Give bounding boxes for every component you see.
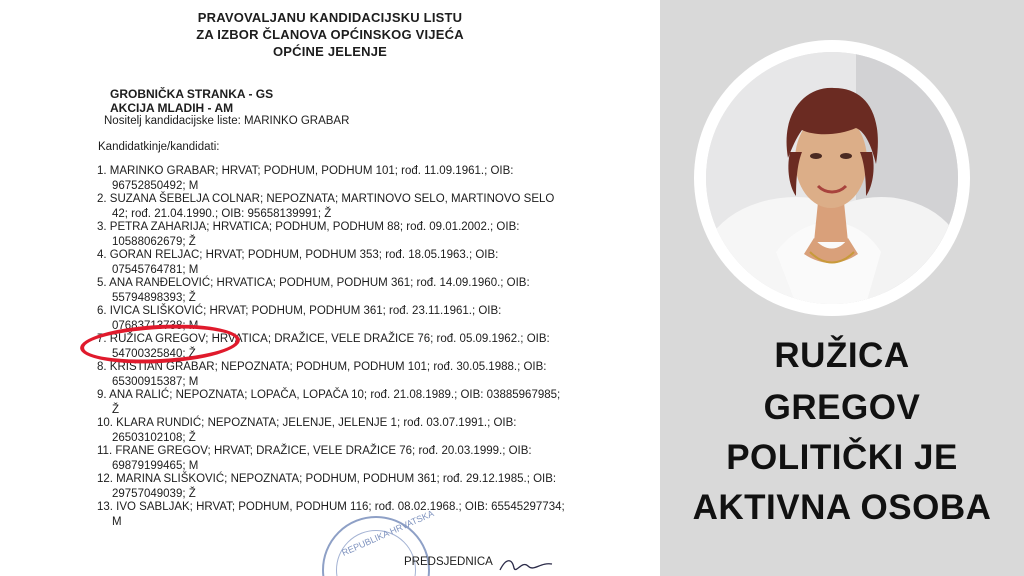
candidate-12-line-1: 12. MARINA SLIŠKOVIĆ; NEPOZNATA; PODHUM, PODHUM 361; rođ. 29.12.1985.; OIB: bbox=[97, 473, 557, 485]
doc-title-line-2: ZA IZBOR ČLANOVA OPĆINSKOG VIJEĆA bbox=[196, 27, 464, 42]
headline-line-3: POLITIČKI JE bbox=[726, 438, 958, 477]
candidate-13-line-1: 13. IVO SABLJAK; HRVAT; PODHUM, PODHUM 116; rođ. 08.02.1968.; OIB: 65545297734; bbox=[97, 501, 565, 513]
candidate-3-line-1: 3. PETRA ZAHARIJA; HRVATICA; PODHUM, PODHUM 88; rođ. 09.01.2002.; OIB: bbox=[97, 221, 520, 233]
candidate-6-line-2: 07683713738; M bbox=[112, 320, 199, 332]
candidate-8-line-2: 65300915387; M bbox=[112, 376, 199, 388]
candidate-7-line-2: 54700325840; Ž bbox=[112, 348, 196, 360]
candidate-4-line-1: 4. GORAN RELJAC; HRVAT; PODHUM, PODHUM 353; rođ. 18.05.1963.; OIB: bbox=[97, 249, 499, 261]
candidate-9-line-1: 9. ANA RALIĆ; NEPOZNATA; LOPAČA, LOPAČA 10; rođ. 21.08.1989.; OIB: 03885967985; bbox=[97, 389, 561, 401]
headline-line-4: AKTIVNA OSOBA bbox=[692, 488, 992, 527]
candidate-7-line-1: 7. RUŽICA GREGOV; HRVATICA; DRAŽICE, VELE DRAŽICE 76; rođ. 05.09.1962.; OIB: bbox=[97, 333, 550, 345]
candidate-8-line-1: 8. KRISTIAN GRABAR; NEPOZNATA; PODHUM, PODHUM 101; rođ. 30.05.1988.; OIB: bbox=[97, 361, 547, 373]
list-holder: Nositelj kandidacijske liste: MARINKO GRABAR bbox=[104, 115, 350, 127]
candidate-9-line-2: Ž bbox=[112, 404, 120, 416]
candidate-2-line-2: 42; rođ. 21.04.1990.; OIB: 95658139991; Ž bbox=[112, 208, 332, 220]
signature-scribble bbox=[496, 554, 556, 576]
portrait-illustration bbox=[706, 52, 958, 304]
candidate-5-line-2: 55794898393; Ž bbox=[112, 292, 196, 304]
candidate-11-line-1: 11. FRANE GREGOV; HRVAT; DRAŽICE, VELE DRAŽICE 76; rođ. 20.03.1999.; OIB: bbox=[97, 445, 532, 457]
stamp-text: REPUBLIKA HRVATSKA bbox=[340, 508, 436, 558]
candidate-10-line-1: 10. KLARA RUNDIĆ; NEPOZNATA; JELENJE, JELENJE 1; rođ. 03.07.1991.; OIB: bbox=[97, 417, 517, 429]
party-name-line-2: AKCIJA MLADIH - AM bbox=[110, 101, 234, 115]
candidate-1-line-1: 1. MARINKO GRABAR; HRVAT; PODHUM, PODHUM 101; rođ. 11.09.1961.; OIB: bbox=[97, 165, 514, 177]
candidate-11-line-2: 69879199465; M bbox=[112, 460, 199, 472]
candidate-1-line-2: 96752850492; M bbox=[112, 180, 199, 192]
doc-title-line-3: OPĆINE JELENJE bbox=[272, 44, 388, 59]
party-name-line-1: GROBNIČKA STRANKA - GS bbox=[110, 87, 274, 101]
doc-title-line-1: PRAVOVALJANU KANDIDACIJSKU LISTU bbox=[197, 10, 463, 25]
candidate-3-line-2: 10588062679; Ž bbox=[112, 236, 196, 248]
candidate-10-line-2: 26503102108; Ž bbox=[112, 432, 196, 444]
candidate-12-line-2: 29757049039; Ž bbox=[112, 488, 196, 500]
headline-line-2: GREGOV bbox=[763, 388, 921, 427]
portrait-photo bbox=[706, 52, 958, 304]
candidate-13-line-2: M bbox=[112, 516, 122, 528]
signature-label: PREDSJEDNICA bbox=[404, 556, 493, 568]
headline-line-1: RUŽICA bbox=[774, 336, 910, 375]
candidate-5-line-1: 5. ANA RANĐELOVIĆ; HRVATICA; PODHUM, PODHUM 361; rođ. 14.09.1960.; OIB: bbox=[97, 277, 530, 289]
candidate-2-line-1: 2. SUZANA ŠEBELJA COLNAR; NEPOZNATA; MARTINOVO SELO, MARTINOVO SELO bbox=[97, 193, 555, 205]
candidate-4-line-2: 07545764781; M bbox=[112, 264, 199, 276]
candidates-heading: Kandidatkinje/kandidati: bbox=[98, 141, 220, 153]
candidate-6-line-1: 6. IVICA SLIŠKOVIĆ; HRVAT; PODHUM, PODHUM 361; rođ. 23.11.1961.; OIB: bbox=[97, 305, 502, 317]
